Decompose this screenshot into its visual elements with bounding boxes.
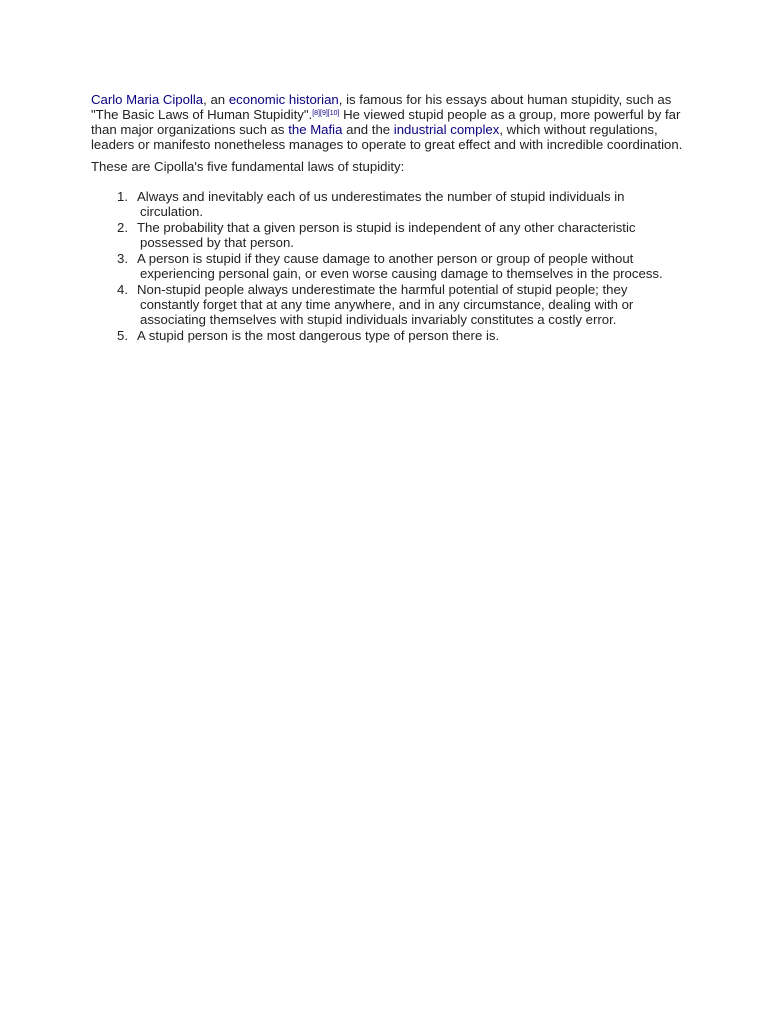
list-item-number: 4.	[117, 282, 128, 297]
industrial-complex-link[interactable]: industrial complex	[393, 122, 500, 137]
intro-text-2: , is famous for his essays about human stupidity, such as "The Basic Laws of Human Stupidity".	[91, 92, 672, 122]
laws-list	[91, 189, 683, 343]
list-item-number: 2.	[117, 220, 128, 235]
list-item	[91, 282, 683, 327]
laws-lead-paragraph: These are Cipolla's five fundamental laws of stupidity:	[91, 159, 405, 174]
list-item	[91, 251, 683, 281]
citation-8-link[interactable]: [8]	[312, 110, 320, 117]
list-item-text: Always and inevitably each of us underestimates the number of stupid individuals in circulation.	[137, 189, 625, 219]
list-item-number: 1.	[117, 189, 128, 204]
article-body	[91, 92, 683, 344]
list-item	[91, 328, 683, 343]
citation-9-link[interactable]: [9]	[320, 110, 328, 117]
list-item-text: Non-stupid people always underestimate the harmful potential of stupid people; they constantly forget that at any time anywhere, and in any circumstance, dealing with or associating themselves with stupid individuals invariably constitutes a costly error.	[137, 282, 634, 327]
list-item-text: A stupid person is the most dangerous type of person there is.	[137, 328, 500, 343]
intro-text-4: and the	[342, 122, 394, 137]
citation-group	[312, 110, 339, 117]
economic-historian-link[interactable]: economic historian	[228, 92, 339, 107]
the-mafia-link[interactable]: the Mafia	[288, 122, 343, 137]
intro-text-5: , which without regulations, leaders or manifesto nonetheless manages to operate to great effect and with incredible coordination.	[91, 122, 683, 152]
list-item-text: The probability that a given person is stupid is independent of any other characteristic possessed by that person.	[137, 220, 636, 250]
intro-text-1: , an	[203, 92, 229, 107]
list-item-number: 5.	[117, 328, 128, 343]
intro-paragraph	[91, 92, 683, 152]
list-item	[91, 189, 683, 219]
citation-10-link[interactable]: [10]	[327, 110, 340, 117]
list-item-text: A person is stupid if they cause damage to another person or group of people without experiencing personal gain, or even worse causing damage to themselves in the process.	[137, 251, 663, 281]
carlo-maria-cipolla-link[interactable]: Carlo Maria Cipolla	[91, 92, 204, 107]
intro-text-3: He viewed stupid people as a group, more powerful by far than major organizations such as	[91, 107, 681, 137]
list-item	[91, 220, 683, 250]
list-item-number: 3.	[117, 251, 128, 266]
